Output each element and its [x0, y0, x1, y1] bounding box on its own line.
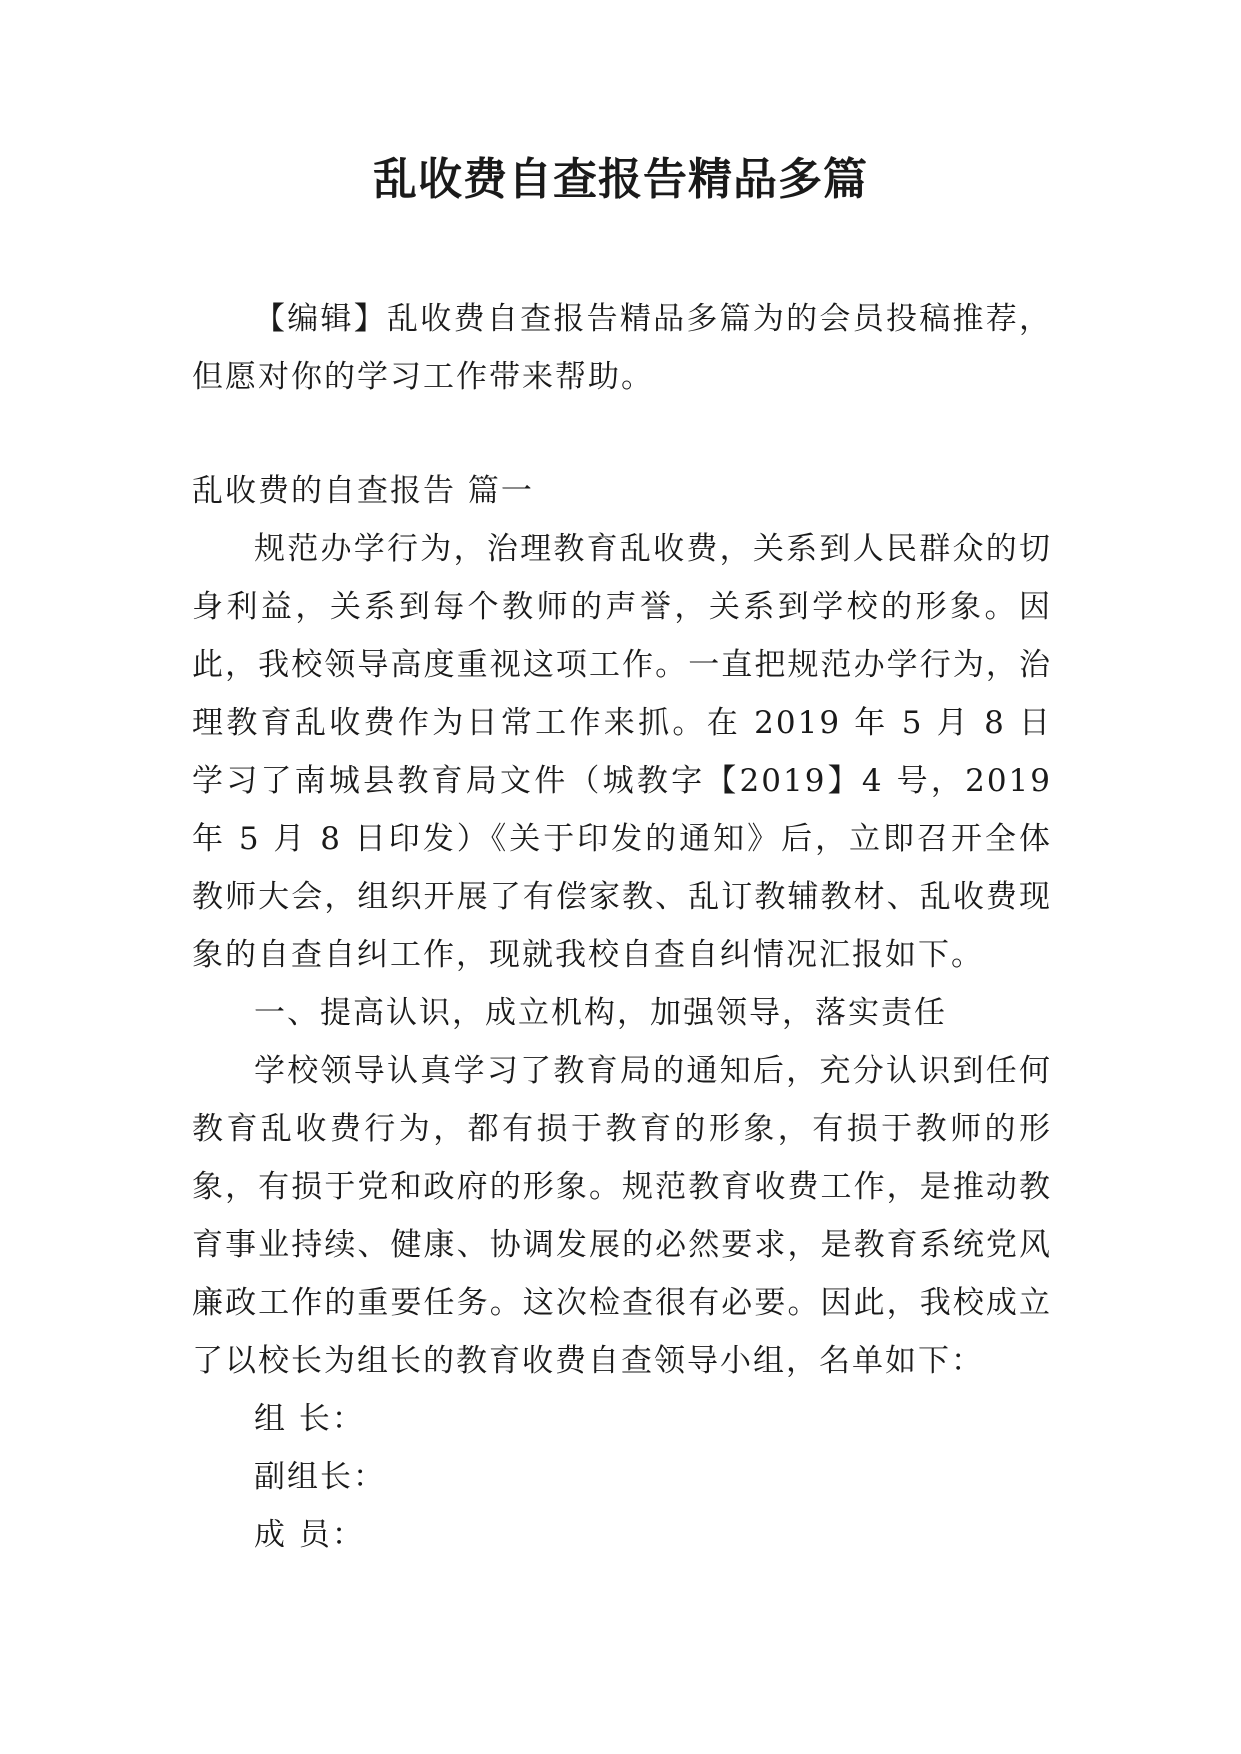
leader-line: 组 长： — [254, 1401, 365, 1437]
section-one — [192, 462, 1052, 1564]
paragraph-heading-1: 一、提高认识，成立机构，加强领导，落实责任 — [254, 995, 947, 1031]
section-heading: 乱收费的自查报告 篇一 — [192, 473, 534, 509]
paragraph-2: 学校领导认真学习了教育局的通知后，充分认识到任何教育乱收费行为，都有损于教育的形象，有损于教师的形象，有损于党和政府的形象。规范教育收费工作，是推动教育事业持续、健康、协调发展的必然要求，是教育系统党风廉政工作的重要任务。这次检查很有必要。因此，我校成立了以校长为组长的教育收费自查领导小组，名单如下： — [192, 1053, 1052, 1379]
deputy-leader-line: 副组长： — [254, 1459, 386, 1495]
document-title: 乱收费自查报告精品多篇 — [373, 154, 868, 205]
intro-paragraph: 【编辑】乱收费自查报告精品多篇为的会员投稿推荐，但愿对你的学习工作带来帮助。 — [192, 301, 1052, 395]
members-line: 成 员： — [254, 1517, 365, 1553]
paragraph-1: 规范办学行为，治理教育乱收费，关系到人民群众的切身利益，关系到每个教师的声誉，关系到学校的形象。因此，我校领导高度重视这项工作。一直把规范办学行为，治理教育乱收费作为日常工作来抓。在 2019 年 5 月 8 日学习了南城县教育局文件（城教字【2019】4 号，2019 年 5 月 8 日印发）《关于印发的通知》后，立即召开全体教师大会，组织开展了有偿家教、乱订教辅教材、乱收费现象的自查自纠工作，现就我校自查自纠情况汇报如下。 — [192, 531, 1052, 973]
intro-block — [192, 290, 1052, 406]
